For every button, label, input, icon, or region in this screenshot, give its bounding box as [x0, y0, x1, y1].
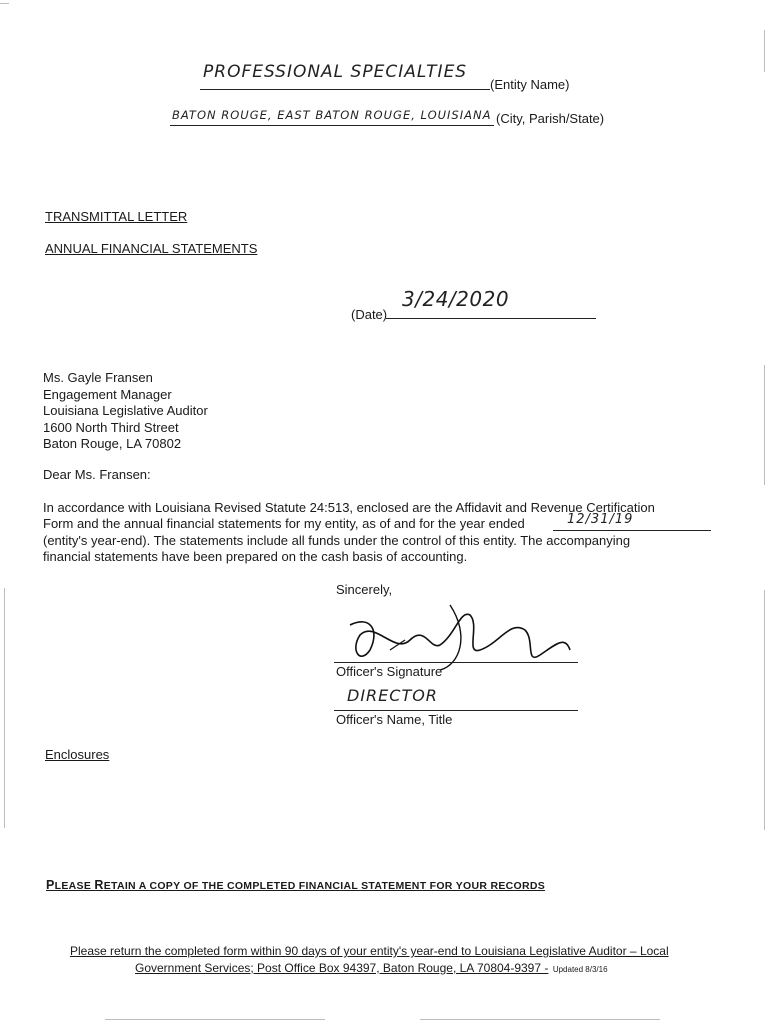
- recipient-street: 1600 North Third Street: [43, 419, 179, 435]
- recipient-city: Baton Rouge, LA 70802: [43, 436, 182, 451]
- retain-notice-cap-r: R: [94, 878, 104, 892]
- body-line-3: (entity's year-end). The statements include all funds under the control of this entity. The accompanying: [43, 533, 631, 548]
- date-label: (Date): [351, 307, 388, 322]
- body-line-2: Form and the annual financial statements for my entity, as of and for the year ended: [43, 516, 525, 531]
- scan-edge-right-top: [764, 30, 765, 72]
- year-end-underline: [553, 530, 711, 531]
- entity-name-handwritten: PROFESSIONAL SPECIALTIES: [203, 62, 468, 82]
- date-underline: [386, 318, 596, 319]
- scan-line-bottom-1: [105, 1019, 325, 1020]
- entity-name-underline: [200, 89, 490, 90]
- closing: Sincerely,: [336, 582, 393, 597]
- scan-mark-top-left: [0, 3, 9, 4]
- scan-edge-right-mid: [764, 365, 765, 485]
- body-line-1: In accordance with Louisiana Revised Statute 24:513, enclosed are the Affidavit and Revenue Certification: [43, 500, 655, 515]
- location-handwritten: BATON ROUGE, EAST BATON ROUGE, LOUISIANA: [172, 108, 492, 122]
- scan-edge-right-bottom: [764, 590, 765, 830]
- recipient-name: Ms. Gayle Fransen: [43, 370, 153, 385]
- officer-name-label: Officer's Name, Title: [336, 712, 453, 727]
- officer-name-handwritten: DIRECTOR: [347, 686, 438, 705]
- recipient-address: [43, 370, 208, 453]
- scan-line-bottom-2: [420, 1019, 660, 1020]
- retain-notice-word-1: LEASE: [54, 880, 95, 892]
- salutation: Dear Ms. Fransen:: [43, 467, 151, 482]
- footer-updated: Updated 8/3/16: [552, 965, 608, 974]
- retain-copy-notice: [46, 878, 545, 892]
- footer-line-2-wrap: [135, 959, 608, 977]
- location-label: (City, Parish/State): [496, 111, 605, 126]
- document-title: TRANSMITTAL LETTER: [45, 209, 188, 224]
- year-end-handwritten: 12/31/19: [567, 512, 634, 527]
- recipient-org: Louisiana Legislative Auditor: [43, 403, 208, 418]
- footer-line-1: Please return the completed form within 90 days of your entity's year-end to Louisiana Legislative Auditor – Local: [70, 944, 669, 958]
- entity-name-label: (Entity Name): [490, 77, 570, 92]
- document-subtitle: ANNUAL FINANCIAL STATEMENTS: [45, 241, 258, 256]
- recipient-title: Engagement Manager: [43, 386, 172, 402]
- retain-notice-cap-p: P: [46, 878, 55, 892]
- scan-edge-left: [4, 588, 5, 828]
- location-underline: [170, 125, 538, 126]
- footer-line-2: Government Services; Post Office Box 94397, Baton Rouge, LA 70804-9397 -: [135, 961, 549, 975]
- date-handwritten: 3/24/2020: [402, 287, 510, 311]
- signature-label: Officer's Signature: [336, 664, 443, 679]
- retain-notice-word-2: ETAIN A COPY OF THE COMPLETED FINANCIAL STATEMENT FOR YOUR RECORDS: [103, 880, 546, 892]
- body-line-4: financial statements have been prepared on the cash basis of accounting.: [43, 549, 468, 564]
- enclosures-label: Enclosures: [45, 747, 110, 762]
